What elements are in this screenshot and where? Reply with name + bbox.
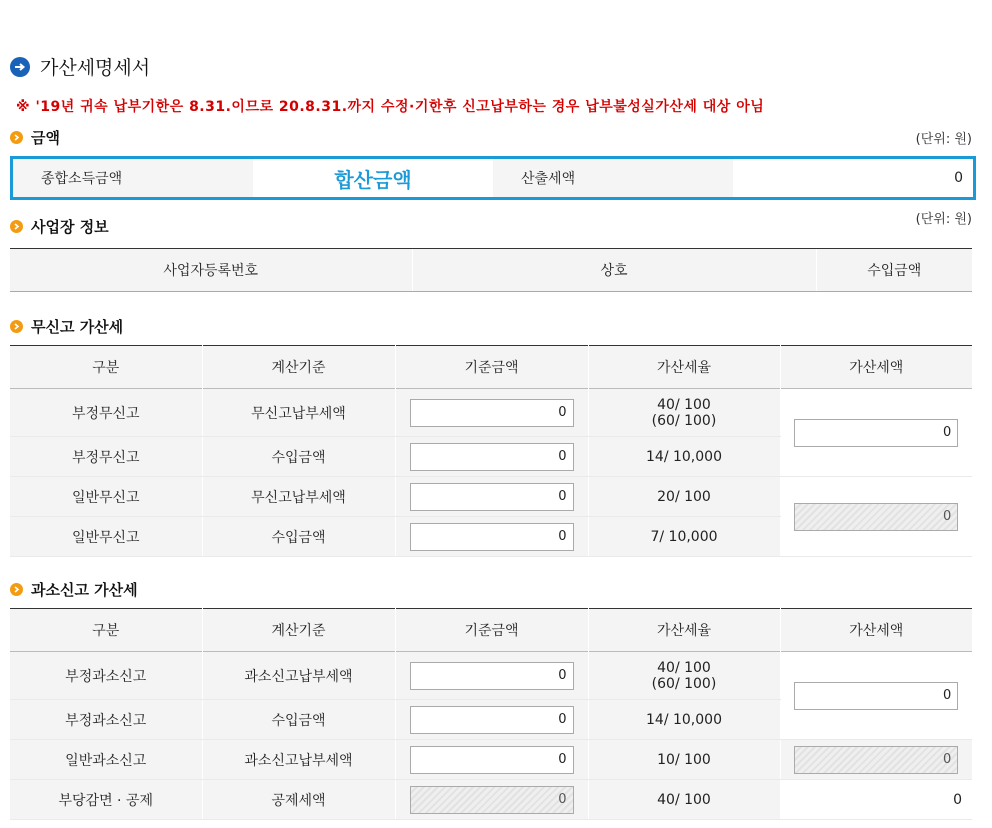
table-row: 부정무신고 수입금액 0 14/ 10,000 — [10, 437, 972, 477]
tax-value: 0 — [954, 170, 963, 186]
section-heading-amount: 금액 — [10, 127, 60, 148]
table-row: 일반무신고 무신고납부세액 0 20/ 100 0 — [10, 477, 972, 517]
base-amount-input[interactable] — [410, 746, 574, 774]
section-heading-nonfiling: 무신고 가산세 — [10, 316, 123, 337]
underreport-table — [10, 608, 972, 820]
sum-button[interactable]: 합산금액 — [334, 167, 412, 192]
base-amount-input[interactable] — [410, 523, 574, 551]
table-row: 일반과소신고 과소신고납부세액 0 10/ 100 0 — [10, 740, 972, 780]
base-amount-input[interactable] — [410, 662, 574, 690]
orange-bullet-icon — [10, 320, 23, 333]
income-label: 종합소득금액 — [13, 159, 253, 197]
page-title-text: 가산세명세서 — [40, 57, 151, 79]
penalty-input[interactable] — [794, 682, 958, 710]
table-row: 일반무신고 수입금액 0 7/ 10,000 — [10, 517, 972, 557]
notice-text: ※ '19년 귀속 납부기한은 8.31.이므로 20.8.31.까지 수정·기한후 신고납부하는 경우 납부불성실가산세 대상 아님 — [16, 99, 765, 115]
circle-arrow-icon — [10, 57, 30, 77]
table-row: 부당감면 · 공제 공제세액 0 40/ 100 0 — [10, 780, 972, 820]
col-business-name: 상호 — [412, 249, 816, 292]
col-kind: 구분 — [10, 346, 202, 389]
amount-box — [10, 156, 976, 200]
nonfiling-table — [10, 345, 972, 557]
orange-bullet-icon — [10, 131, 23, 144]
base-amount-input[interactable] — [410, 399, 574, 427]
section-heading-underreport: 과소신고 가산세 — [10, 579, 138, 600]
base-amount-input[interactable] — [410, 706, 574, 734]
orange-bullet-icon — [10, 583, 23, 596]
base-amount-input[interactable] — [410, 443, 574, 471]
col-penalty: 가산세액 — [780, 609, 972, 652]
penalty-input-disabled — [794, 503, 958, 531]
tax-label: 산출세액 — [493, 159, 733, 197]
table-row: 부정과소신고 과소신고납부세액 0 40/ 100 (60/ 100) 0 — [10, 652, 972, 700]
table-row: 부정과소신고 수입금액 0 14/ 10,000 — [10, 700, 972, 740]
col-base-amount: 기준금액 — [395, 346, 588, 389]
base-amount-input[interactable] — [410, 483, 574, 511]
business-table — [10, 248, 972, 292]
rate-cell: 40/ 100 (60/ 100) — [588, 389, 780, 437]
col-penalty: 가산세액 — [780, 346, 972, 389]
rate-cell: 40/ 100 (60/ 100) — [588, 652, 780, 700]
col-kind: 구분 — [10, 609, 202, 652]
col-rate: 가산세율 — [588, 346, 780, 389]
col-base-amount: 기준금액 — [395, 609, 588, 652]
orange-bullet-icon — [10, 220, 23, 233]
deduction-penalty-value: 0 — [780, 780, 972, 820]
penalty-input[interactable] — [794, 419, 958, 447]
col-revenue: 수입금액 — [816, 249, 972, 292]
page-title — [10, 53, 150, 80]
base-amount-input-disabled — [410, 786, 574, 814]
col-business-number: 사업자등록번호 — [10, 249, 412, 292]
section-heading-business: 사업장 정보 — [10, 216, 109, 237]
col-rate: 가산세율 — [588, 609, 780, 652]
table-row: 부정무신고 무신고납부세액 0 40/ 100 (60/ 100) 0 — [10, 389, 972, 437]
col-basis: 계산기준 — [202, 346, 395, 389]
unit-label: (단위: 원) — [915, 212, 972, 227]
col-basis: 계산기준 — [202, 609, 395, 652]
unit-label: (단위: 원) — [915, 132, 972, 147]
penalty-input-disabled — [794, 746, 958, 774]
